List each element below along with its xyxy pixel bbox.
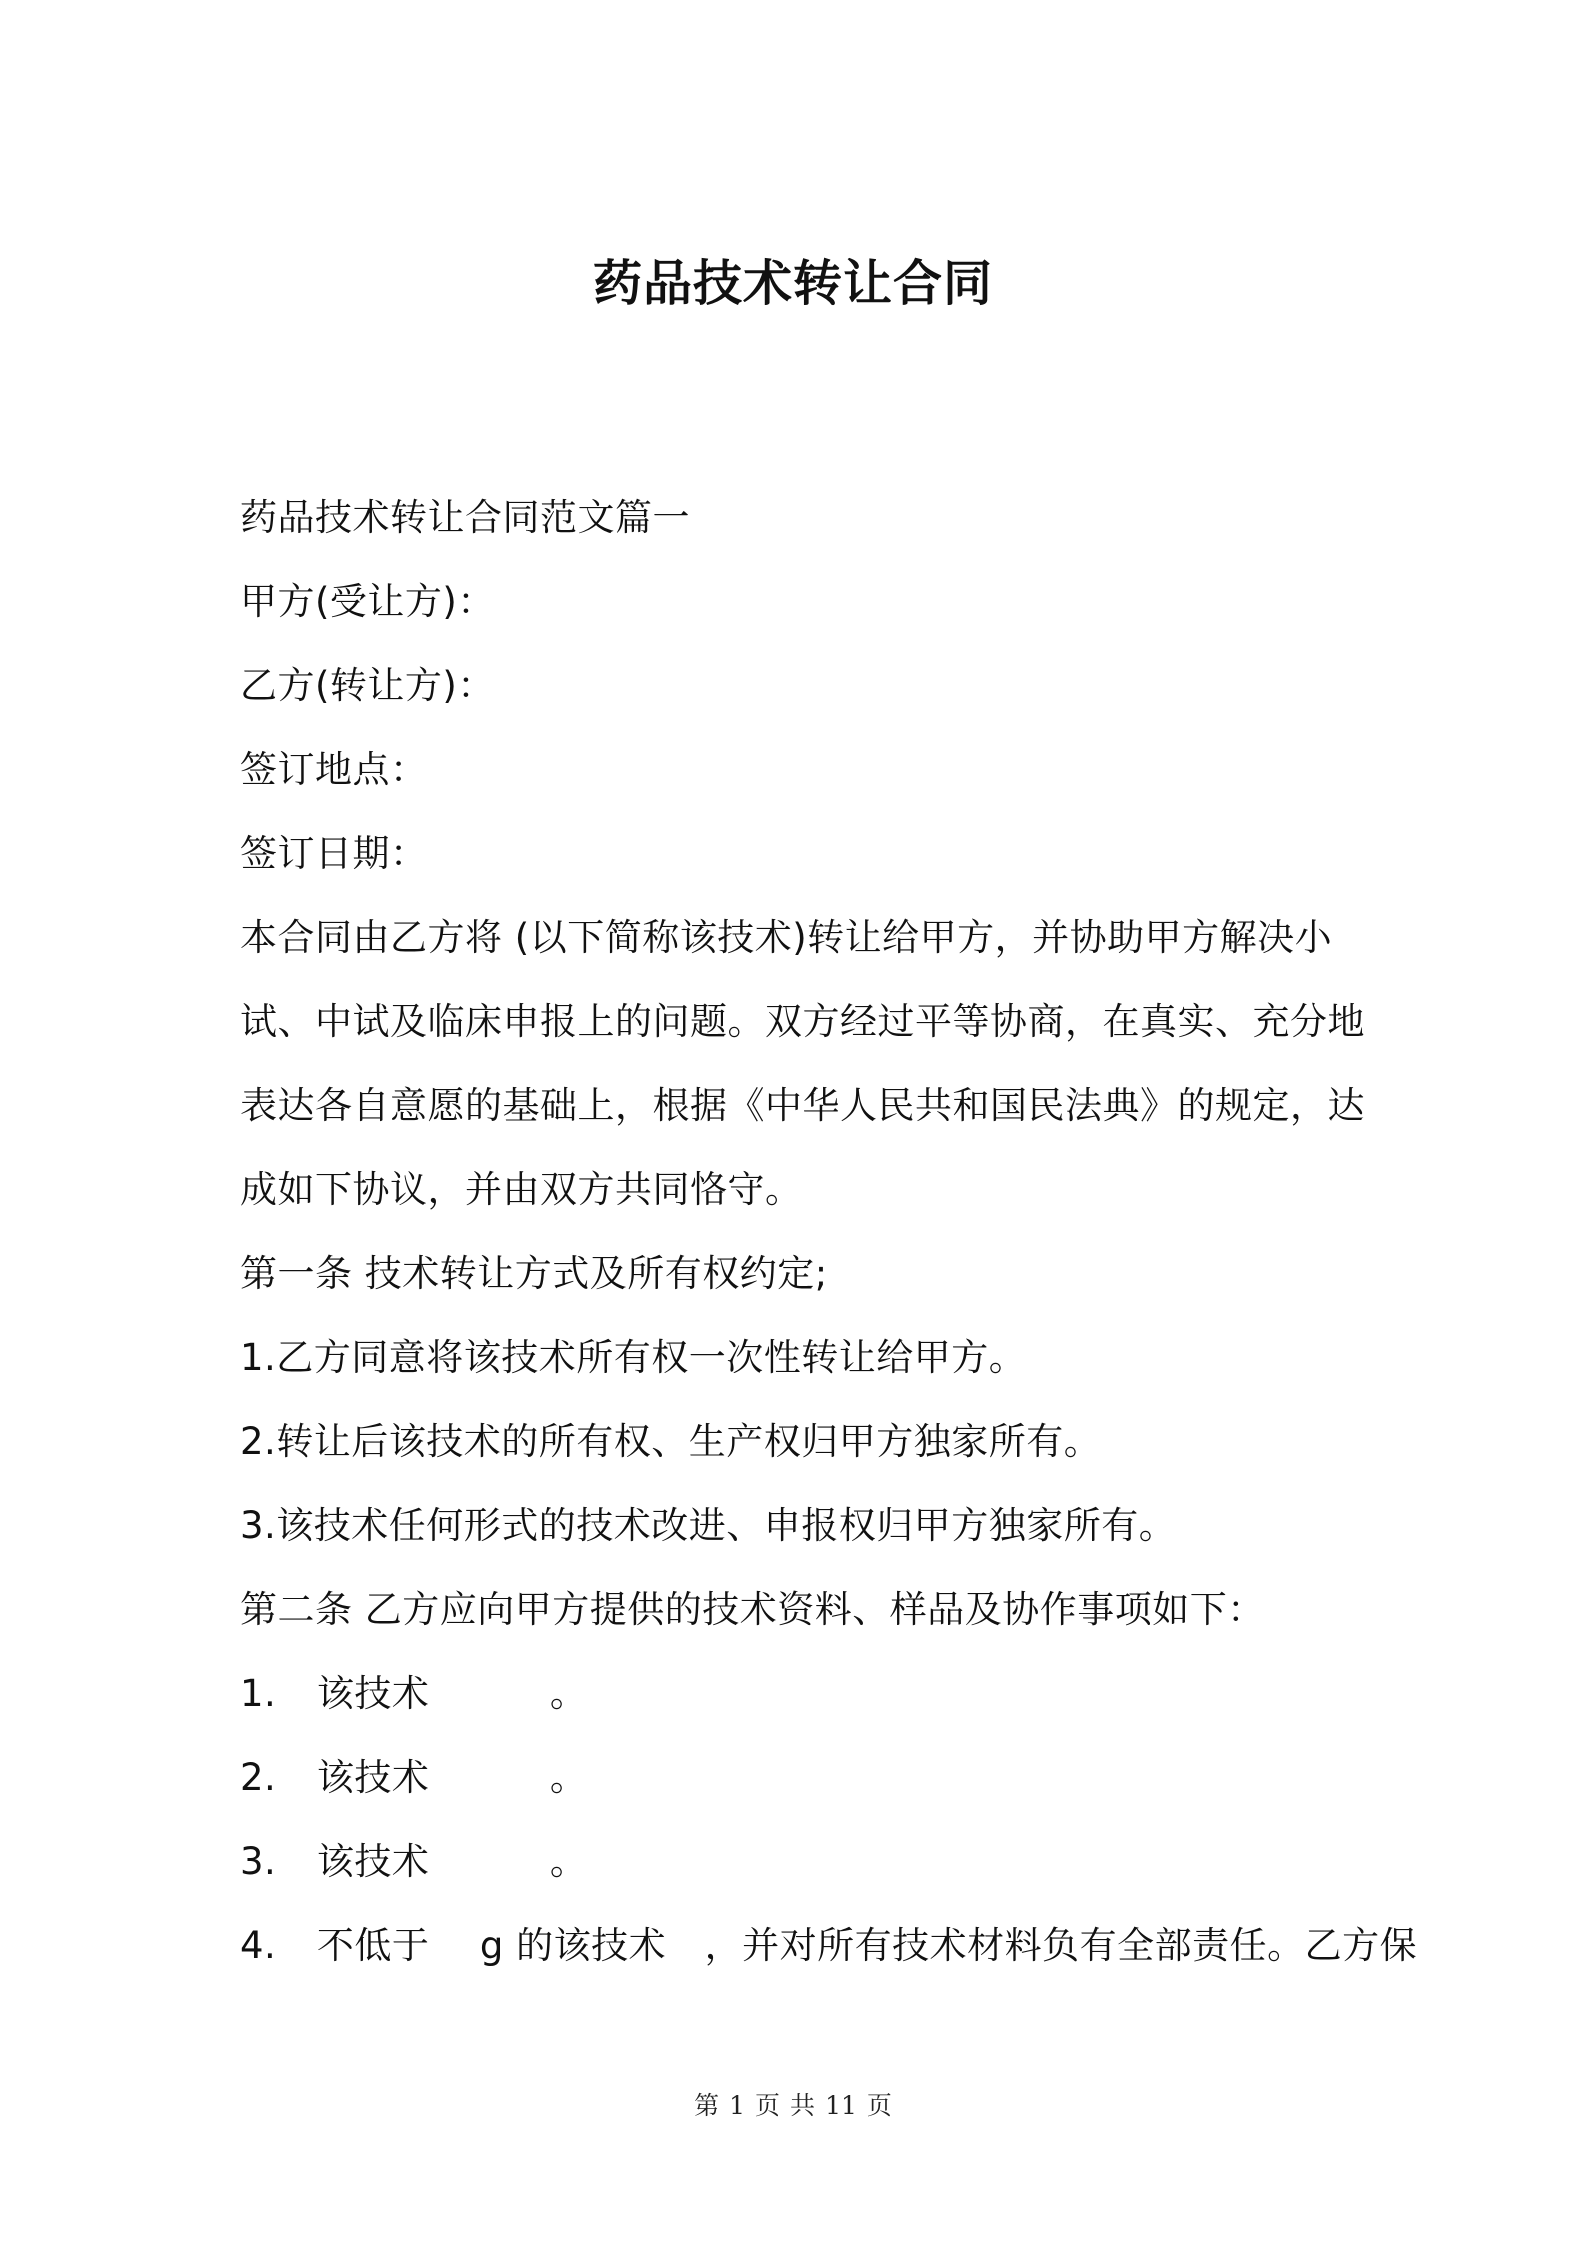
document-title: 药品技术转让合同: [592, 255, 993, 312]
article-2-item: [240, 1921, 1417, 1971]
footer-text: 页: [866, 2091, 892, 2120]
footer-text: 共: [790, 2091, 816, 2120]
party-a-label: 甲方(受让方)：: [240, 580, 495, 623]
article-1-item: 3.该技术任何形式的技术改进、申报权归甲方独家所有。: [240, 1504, 1177, 1547]
item-end: 。: [549, 1840, 588, 1883]
article-2-item: [240, 1837, 587, 1887]
footer-text: 第: [694, 2091, 720, 2120]
page-number: 1: [729, 2091, 746, 2120]
page-total: 11: [825, 2091, 857, 2120]
item-text: ，并对所有技术材料负有全部责任。乙方保: [704, 1924, 1418, 1967]
intro-line: 试、中试及临床申报上的问题。双方经过平等协商，在真实、充分地: [240, 1000, 1365, 1043]
article-1-item: 1.乙方同意将该技术所有权一次性转让给甲方。: [240, 1336, 1027, 1379]
item-end: 。: [549, 1756, 588, 1799]
article-2-item: [240, 1753, 587, 1803]
sign-place-label: 签订地点：: [240, 748, 428, 791]
intro-line: 表达各自意愿的基础上，根据《中华人民共和国民法典》的规定，达: [240, 1084, 1365, 1127]
article-2-item: [240, 1669, 587, 1719]
item-number: 1.: [240, 1672, 277, 1715]
intro-line: 本合同由乙方将 (以下简称该技术)转让给甲方，并协助甲方解决小: [240, 916, 1333, 959]
footer-text: 页: [755, 2091, 781, 2120]
item-text: 该技术: [316, 1840, 430, 1883]
item-number: 4.: [240, 1924, 277, 1967]
item-text: 不低于: [316, 1924, 430, 1967]
item-number: 3.: [240, 1840, 277, 1883]
sign-date-label: 签订日期：: [240, 832, 428, 875]
intro-line: 成如下协议，并由双方共同恪守。: [240, 1168, 803, 1211]
party-b-label: 乙方(转让方)：: [240, 664, 495, 707]
item-text: 该技术: [316, 1672, 430, 1715]
article-2-heading: 第二条 乙方应向甲方提供的技术资料、样品及协作事项如下：: [240, 1588, 1265, 1631]
document-subtitle: 药品技术转让合同范文篇一: [240, 496, 690, 539]
item-end: 。: [549, 1672, 588, 1715]
article-1-heading: 第一条 技术转让方式及所有权约定;: [240, 1252, 828, 1295]
item-text: 该技术: [316, 1756, 430, 1799]
page-footer: [0, 2088, 1586, 2124]
item-number: 2.: [240, 1756, 277, 1799]
item-text: g 的该技术: [479, 1924, 667, 1967]
article-1-item: 2.转让后该技术的所有权、生产权归甲方独家所有。: [240, 1420, 1102, 1463]
